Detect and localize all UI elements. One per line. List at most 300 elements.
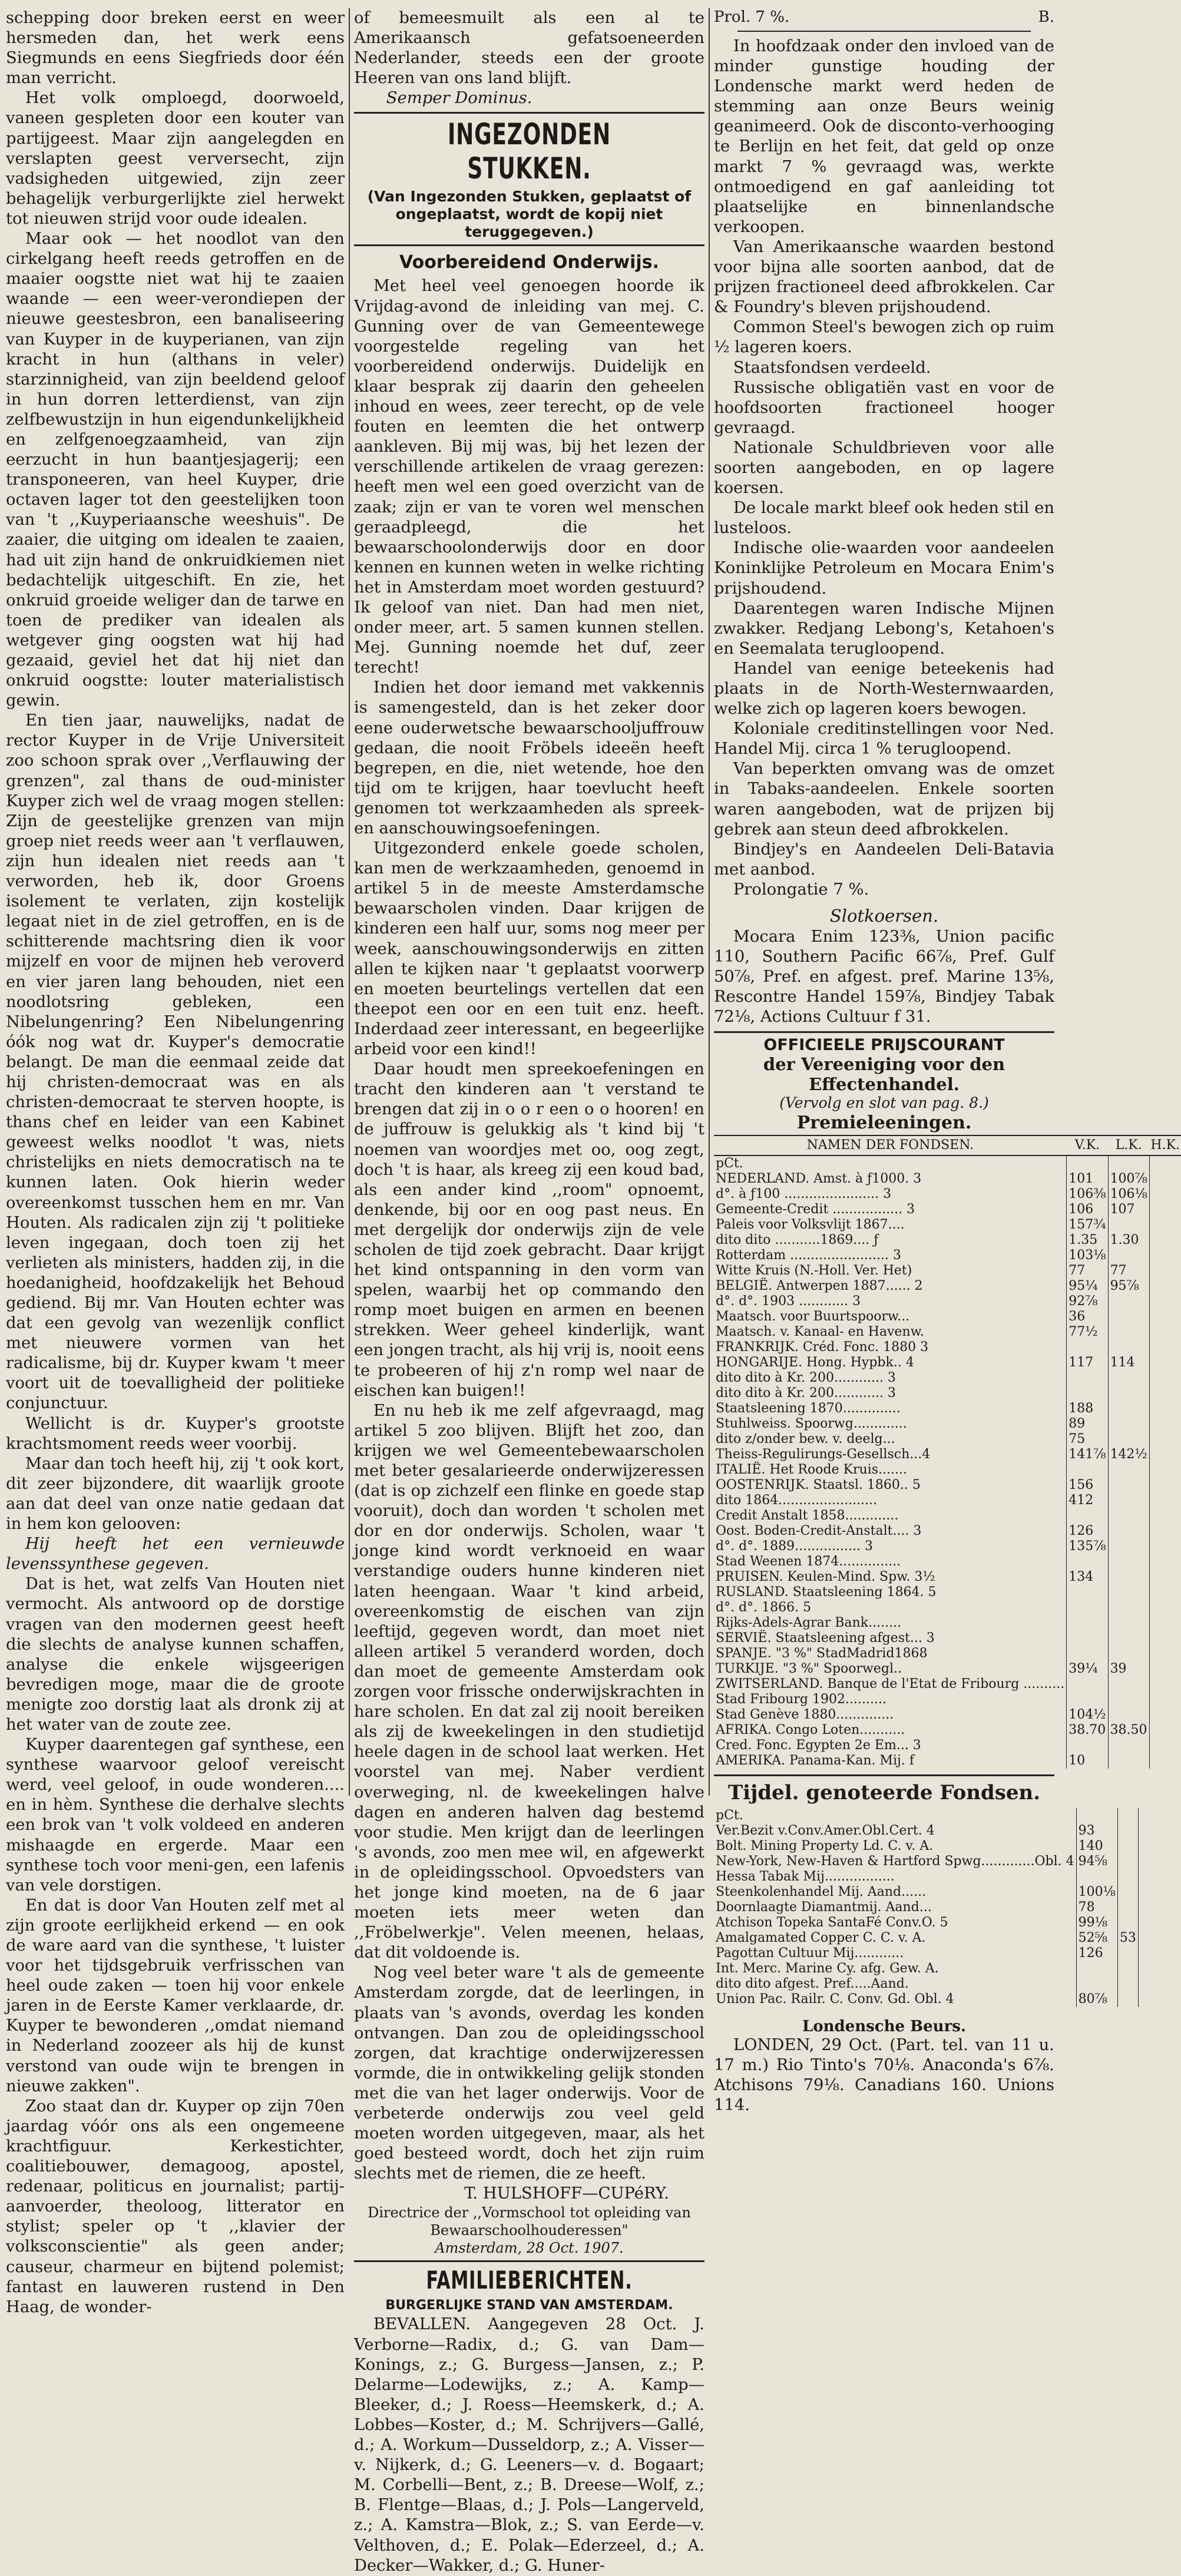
divider (354, 2260, 704, 2262)
table-row (714, 1600, 1181, 1615)
koers-cell (1149, 1370, 1181, 1386)
koers-cell (1149, 1416, 1181, 1432)
col1-paragraph: Het volk omploegd, doorwoeld, vaneen gespleten door een kouter van partijgeest. Maar zijn aangelegden en verslapten geest verversecht, zijn vadsigheden uitgewied, zijn zeer behagelijk verburgerlijkte ziel herwekt tot nieuwen strijd voor oude idealen. (6, 89, 345, 228)
koers-cell (1149, 1355, 1181, 1370)
table-row (714, 1839, 1142, 1854)
koers-cell (1108, 1370, 1149, 1386)
koers-cell (1149, 1692, 1181, 1707)
koers-cell (1117, 1992, 1138, 2007)
table-row (714, 1808, 1142, 1823)
col1-paragraph: Dat is het, wat zelfs Van Houten niet vermocht. Als antwoord op de dorstige vragen van den modernen geest heeft die slechts de analyse kunnen schaffen, analyse die enkele wijsgeerigen bevredigen moge, maar die de groote menigte zoo dorstig laat als dronk zij at het water van de zoute zee. (6, 1575, 345, 1734)
table-row (714, 1570, 1181, 1585)
col1-paragraph: Maar dan toch heeft hij, zij 't ook kort, dit zeer bijzondere, dit waarlijk groote aan dat deel van onze natie gedaan dat in hem kon gelooven: (6, 1454, 345, 1534)
tijdel-title: Tijdel. genoteerde Fondsen. (714, 1774, 1054, 1804)
koers-cell (1067, 1155, 1108, 1171)
koers-cell: 77 (1067, 1263, 1108, 1279)
koers-cell (1067, 1600, 1108, 1615)
koers-cell: 142½ (1108, 1447, 1149, 1462)
fonds-name-cell: Stad Weenen 1874............... (716, 1554, 901, 1569)
col3-paragraph: Staatsfondsen verdeeld. (733, 358, 931, 377)
koers-cell (1108, 1738, 1149, 1753)
table-row (714, 1631, 1181, 1646)
officiele-subtitle: der Vereeniging voor den Effectenhandel. (763, 1054, 1005, 1094)
signer: T. HULSHOFF—CUPéRY. (464, 2184, 669, 2203)
koers-cell (1108, 1386, 1149, 1401)
fonds-name-cell: Maatsch. voor Buurtspoorw... (716, 1309, 910, 1324)
koers-cell (1149, 1294, 1181, 1309)
col1-paragraph: En tien jaar, nauwelijks, nadat de rector Kuyper in de Vrije Universiteit zoo schoon sprak over ,,Verflauwing der grenzen", zal thans de oud-minister Kuyper zich wel de vraag mogen stellen: Zijn de geestelijke grenzen van mijn groep niet reeds weer aan 't verflauwen, zijn hun idealen niet reeds aan 't verworden, heb ik, door Groens isolement te verlaten, zijn kostelijk legaat niet in de ziel getroffen, en is de schitterende machtsring dien ik voor mijzelf en voor de mijnen heb veroverd en vier jaren lang behouden, niet een noodlotsring gebleken, een Nibelungenring? Een Nibelungenring óók nog wat dr. Kuyper's democratie belangt. De man die eenmaal zeide dat hij christen-democraat was en als christen-democraat te sterven hoopte, is thans chef en leider van een Kabinet geweest welks noodlot 't was, niets christelijks en niets democratisch na te kunnen laten. Ook hierin weder overeenkomst tusschen hem en mr. Van Houten. Als radicalen zijn zij 't politieke leven ingegaan, doch toen zij het verlieten als ministers, hadden zij, in die hoedanigheid, hoofdzakelijk het Behoud gediend. Bij mr. Van Houten echter was dat een gevolg van wezenlijk conflict met nieuwere vormen van het radicalisme, bij dr. Kuyper kwam 't meer voort uit de toevalligheid der politieke conjunctuur. (6, 711, 345, 1413)
signature-semper: Semper Dominus. (386, 89, 532, 108)
fonds-name-cell: HONGARIJE. Hong. Hypbk.. 4 (716, 1355, 914, 1370)
fondsen-table (714, 1135, 1181, 1769)
fonds-name-cell: Theiss-Regulirungs-Gesellsch...4 (716, 1446, 931, 1462)
col2-paragraph: Uitgezonderd enkele goede scholen, kan men de werkzaamheden, genoemd in artikel 5 in de meeste Amsterdamsche bewaarscholen vinden. Daar krijgen de kinderen een half uur, soms nog meer per week, aanschouwingsonderwijs en zitten allen te kijken naar 't geplaatst voorwerp en moeten beurtelings vertellen dat een theepot een oor en een tuit enz. heeft. Inderdaad zeer interessant, en begeerlijke arbeid voor een kind!! (354, 839, 704, 1059)
koers-cell (1108, 1416, 1149, 1432)
col3-paragraph: Indische olie-waarden voor aandeelen Koninklijke Petroleum en Mocara Enim's prijshoudend. (714, 539, 1054, 598)
koers-cell: 104½ (1067, 1707, 1108, 1723)
koers-cell (1149, 1462, 1181, 1478)
koers-cell: 135⅞ (1067, 1539, 1108, 1554)
koers-cell: 77½ (1067, 1325, 1108, 1340)
fonds-name-cell: PRUISEN. Keulen-Mind. Spw. 3½ (716, 1569, 935, 1584)
table-row (714, 1554, 1181, 1570)
fonds-name-cell: BELGIË. Antwerpen 1887...... 2 (716, 1278, 923, 1293)
koers-cell (1067, 1462, 1108, 1478)
koers-cell (1149, 1570, 1181, 1585)
fonds-name-cell: Stuhlweiss. Spoorwg............. (716, 1416, 907, 1431)
signer-place-date: Amsterdam, 28 Oct. 1907. (435, 2240, 624, 2257)
koers-cell: 75 (1067, 1432, 1108, 1447)
koers-cell (1076, 1961, 1117, 1976)
koers-cell: 141⅞ (1067, 1447, 1108, 1462)
koers-cell (1138, 1869, 1142, 1885)
koers-cell (1108, 1478, 1149, 1493)
section-title-familieberichten: FAMILIEBERICHTEN. (426, 2266, 633, 2295)
koers-cell: 100⅛ (1076, 1885, 1117, 1900)
col3-paragraph: Bindjey's en Aandeelen Deli-Batavia met aanbod. (714, 840, 1054, 879)
col3-top-letter: B. (1038, 8, 1054, 26)
table-row (714, 1585, 1181, 1600)
koers-cell (1149, 1263, 1181, 1279)
koers-cell (1149, 1447, 1181, 1462)
koers-cell: 38.50 (1108, 1723, 1149, 1738)
koers-cell (1149, 1386, 1181, 1401)
col2-paragraph: Met heel veel genoegen hoorde ik Vrijdag-avond de inleiding van mej. C. Gunning over de van Gemeentewege voorgestelde regeling van het voorbereidend onderwijs. Duidelijk en klaar besprak zij daarin den geheelen inhoud en wees, zeer terecht, op de vele fouten en leemten die het ontwerp aankleven. Bij mij was, bij het lezen der verschillende artikelen de vraag gerezen: heeft men wel een goed overzicht van de zaak; zijn er van te voren wel menschen geraadpleegd, die het bewaarschoolonderwijs door en door kennen en kunnen weten in welke richting het in Amsterdam moet worden gestuurd? Ik geloof van niet. Dan had men niet, onder meer, art. 5 samen kunnen stellen. Mej. Gunning noemde het duf, zeer terecht! (354, 277, 704, 677)
koers-cell (1108, 1217, 1149, 1233)
slotkoersen-text: Mocara Enim 123⅜, Union pacific 110, Southern Pacific 66⅞, Pref. Gulf 50⅞, Pref. en afgest. pref. Marine 13⅝, Rescontre Handel 159⅞, Bindjey Tabak 72⅛, Actions Cultuur f 31. (714, 928, 1054, 1027)
koers-cell: 157¾ (1067, 1217, 1108, 1233)
koers-cell: 114 (1108, 1355, 1149, 1370)
koers-cell (1108, 1401, 1149, 1416)
koers-cell (1108, 1294, 1149, 1309)
col1-italic-quote: Hij heeft het een vernieuwde levenssynthese gegeven. (6, 1535, 345, 1574)
koers-cell: 1.35 (1067, 1233, 1108, 1248)
table-header-row (714, 1135, 1181, 1155)
koers-cell (1117, 1976, 1138, 1992)
koers-cell: 52⅝ (1076, 1931, 1117, 1946)
table-row (714, 1263, 1181, 1279)
koers-cell (1117, 1854, 1138, 1869)
col1-paragraph: Wellicht is dr. Kuyper's grootste krachtsmoment reeds weer voorbij. (6, 1414, 345, 1453)
col3-paragraph: Common Steel's bewogen zich op ruim ½ lageren koers. (714, 318, 1054, 357)
koers-cell: 39¼ (1067, 1661, 1108, 1677)
koers-cell (1108, 1585, 1149, 1600)
fonds-name-cell: pCt. (716, 1155, 743, 1171)
koers-cell: 36 (1067, 1309, 1108, 1325)
koers-cell (1138, 1854, 1142, 1869)
fonds-name-cell: dito 1864........................ (716, 1492, 878, 1508)
koers-cell (1067, 1738, 1108, 1753)
koers-cell (1108, 1677, 1149, 1692)
koers-cell (1149, 1187, 1181, 1202)
fonds-name-cell: ITALIË. Het Roode Kruis....... (716, 1462, 907, 1477)
koers-cell (1117, 1915, 1138, 1931)
table-row (714, 1961, 1142, 1976)
table-row (714, 1854, 1142, 1869)
familieberichten-subtitle: BURGERLIJKE STAND VAN AMSTERDAM. (385, 2298, 673, 2313)
koers-cell (1067, 1677, 1108, 1692)
koers-cell: 117 (1067, 1355, 1108, 1370)
col3-paragraph: Handel van eenige beteekenis had plaats in de North-Westernwaarden, welke zich op lageren koers bewogen. (714, 659, 1054, 719)
fonds-name-cell: dito dito à Kr. 200............ 3 (716, 1385, 896, 1400)
koers-cell (1149, 1554, 1181, 1570)
koers-cell (1076, 1976, 1117, 1992)
table-row (714, 1900, 1142, 1915)
koers-cell (1067, 1386, 1108, 1401)
table-row (714, 1447, 1181, 1462)
divider (714, 1031, 1054, 1033)
col3-header (714, 8, 1054, 26)
koers-cell: 94⅝ (1076, 1854, 1117, 1869)
koers-cell (1149, 1279, 1181, 1294)
koers-cell (1138, 1915, 1142, 1931)
koers-cell (1149, 1707, 1181, 1723)
fonds-name-cell: Ver.Bezit v.Conv.Amer.Obl.Cert. 4 (716, 1823, 935, 1838)
table-row (714, 1539, 1181, 1554)
col1-paragraph: Zoo staat dan dr. Kuyper op zijn 70en jaardag vóór ons als een ongemeene krachtfiguur. Kerkestichter, coalitiebouwer, demagoog, apostel, redenaar, politicus en journalist; partij-aanvoerder, theoloog, litterator en stylist; speler op 't ,,klavier der volksconscientie" als geen ander; causeur, charmeur en bijtend polemist; fantast en lauweren rustend in Den Haag, de wonder- (6, 2097, 345, 2316)
table-row (714, 1401, 1181, 1416)
fonds-name-cell: dito dito afgest. Pref.....Aand. (716, 1976, 909, 1991)
table-row (714, 1646, 1181, 1661)
col1-paragraph: En dat is door Van Houten zelf met al zijn groote eerlijkheid erkend — en ook de ware aard van die synthese, 't luister voor het tijdsgebruik verfrisschen van heel oude zaken — toen hij voor enkele jaren in de Eerste Kamer verklaarde, dr. Kuyper te bewonderen ,,omdat niemand in Nederland zoozeer als hij de kunst verstond van oude wijn te brengen in nieuwe zakken". (6, 1896, 345, 2095)
koers-cell (1149, 1217, 1181, 1233)
fondsen-table-body (714, 1155, 1181, 1769)
fonds-name-cell: Int. Merc. Marine Cy. afg. Gew. A. (716, 1961, 939, 1976)
premieleeningen-title: Premieleeningen. (796, 1112, 972, 1133)
fonds-name-cell: Hessa Tabak Mij................. (716, 1869, 895, 1884)
table-row (714, 1233, 1181, 1248)
fonds-name-cell: dito dito ...........1869.... ƒ (716, 1232, 879, 1247)
fonds-name-cell: Atchison Topeka SantaFé Conv.O. 5 (716, 1915, 948, 1930)
fonds-name-cell: AMERIKA. Panama-Kan. Mij. f (716, 1753, 914, 1768)
koers-cell (1149, 1585, 1181, 1600)
divider (737, 31, 1031, 32)
koers-cell (1108, 1539, 1149, 1554)
fonds-name-cell: Cred. Fonc. Egypten 2e Em... 3 (716, 1737, 921, 1753)
londen-text: LONDEN, 29 Oct. (Part. tel. van 11 u. 17 m.) Rio Tinto's 70⅛. Anaconda's 6⅞. Atchisons 79⅛. Canadians 160. Unions 114. (714, 2035, 1054, 2114)
koers-cell (1149, 1661, 1181, 1677)
koers-cell (1067, 1646, 1108, 1661)
col2-paragraph: En nu heb ik me zelf afgevraagd, mag artikel 5 zoo blijven. Blijft het zoo, dan krijgen we wel Gemeentebewaarscholen met beter gesalarieerde onderwijzeressen (dat is op zichzelf een flinke en goede stap vooruit), doch dan worden 't scholen met dor en dor onderwijs. Scholen, waar 't jonge kind wordt verknoeid en waar verstandige ouders hunne kinderen niet laten heengaan. Waar 't kind arbeid, overeenkomstig de eischen van zijn leeftijd, gegeven wordt, dan moet niet alleen artikel 5 veranderd worden, doch dan moet de gemeente Amsterdam ook zorgen voor frissche onderwijskrachten in hare scholen. En dat zal zij nooit bereiken als zij de kweekelingen in den studietijd heele dagen in de school laat werken. Het voorstel van mej. Naber verdient overweging, nl. de kweekelingen halve dagen en anderen halven dag bestemd voor studie. Men krijgt dan de leerlingen 's avonds, zoo men mee wil, en afgewerkt in de opleidingsschool. Opvoedsters van het jonge kind moeten, na de 6 jaar moeten iets meer weten dan ,,Fröbelwerkje". Velen meenen, helaas, dat dit voldoende is. (354, 1401, 704, 1962)
table-row (714, 1992, 1142, 2007)
koers-cell (1108, 1432, 1149, 1447)
fonds-name-cell: d°. d°. 1866. 5 (716, 1600, 812, 1615)
table-row (714, 1931, 1142, 1946)
col3-paragraph: De locale markt bleef ook heden stil en lusteloos. (714, 499, 1054, 538)
table-row (714, 1915, 1142, 1931)
koers-cell (1067, 1692, 1108, 1707)
col3-paragraph: Daarentegen waren Indische Mijnen zwakker. Redjang Lebong's, Ketahoen's en Seemalata terugloopend. (714, 599, 1054, 658)
familieberichten-text: BEVALLEN. Aangegeven 28 Oct. J. Verborne—Radix, d.; G. van Dam—Konings, z.; G. Burgess—Jansen, z.; P. Delarme—Lodewijks, z.; A. Kamp—Bleeker, d.; J. Roess—Heemskerk, d.; A. Lobbes—Koster, d.; M. Schrijvers—Gallé, d.; A. Workum—Dusseldorp, z.; A. Visser—v. Nijkerk, d.; G. Leeners—v. d. Bogaart; M. Corbelli—Bent, z.; B. Dreese—Wolf, z.; B. Flentge—Blaas, d.; J. Pols—Langerveld, z.; A. Kamstra—Blok, z.; S. van Eerde—v. Velthoven, d.; E. Polak—Ederzeel, d.; A. Decker—Wakker, d.; G. Huner- (354, 2315, 704, 2575)
koers-cell (1149, 1508, 1181, 1524)
koers-cell (1108, 1707, 1149, 1723)
koers-cell: 106⅛ (1108, 1187, 1149, 1202)
koers-cell: 95¼ (1067, 1279, 1108, 1294)
koers-cell: 95⅞ (1108, 1279, 1149, 1294)
koers-cell (1108, 1248, 1149, 1263)
koers-cell (1138, 1808, 1142, 1823)
koers-cell (1108, 1325, 1149, 1340)
fonds-name-cell: FRANKRIJK. Créd. Fonc. 1880 3 (716, 1339, 929, 1355)
table-row (714, 1493, 1181, 1508)
koers-cell (1108, 1600, 1149, 1615)
section-subtitle: (Van Ingezonden Stukken, geplaatst of ongeplaatst, wordt de kopij niet teruggegeven.) (367, 188, 692, 241)
koers-cell (1117, 1869, 1138, 1885)
col-header-hk: H.K. (1149, 1135, 1181, 1155)
koers-cell: 78 (1076, 1900, 1117, 1915)
col2-paragraph: Nog veel beter ware 't als de gemeente Amsterdam zorgde, dat de leerlingen, in plaats van 's avonds, overdag les konden ontvangen. Dan zou de opleidingsschool zorgen, dat krachtige onderwijzeressen vormde, die in ontwikkeling gelijk stonden met die van het lager onderwijs. Voor de verbeterde onderwijs zou veel geld moeten worden uitgegeven, maar, als het goed besteed wordt, doch het zijn ruim slechts met de riemen, die ze heeft. (354, 1964, 704, 2183)
koers-cell (1067, 1631, 1108, 1646)
fonds-name-cell: Bolt. Mining Property Ld. C. v. A. (716, 1838, 934, 1853)
col-header-lk: L.K. (1108, 1135, 1149, 1155)
table-row (714, 1738, 1181, 1753)
fonds-name-cell: Oost. Boden-Credit-Anstalt.... 3 (716, 1523, 922, 1538)
fonds-name-cell: Credit Anstalt 1858............. (716, 1508, 899, 1523)
koers-cell (1108, 1462, 1149, 1478)
column-middle (354, 8, 704, 2575)
col-header-name: NAMEN DER FONDSEN. (714, 1135, 1067, 1155)
table-row (714, 1294, 1181, 1309)
koers-cell: 103⅛ (1067, 1248, 1108, 1263)
koers-cell: 134 (1067, 1570, 1108, 1585)
table-row (714, 1869, 1142, 1885)
fonds-name-cell: AFRIKA. Congo Loten........... (716, 1722, 905, 1737)
fonds-name-cell: ZWITSERLAND. Banque de l'Etat de Fribourg .......... (716, 1676, 1065, 1691)
fonds-name-cell: Rijks-Adels-Agrar Bank........ (716, 1615, 902, 1630)
koers-cell: 106 (1067, 1202, 1108, 1217)
table-row (714, 1462, 1181, 1478)
table-row (714, 1217, 1181, 1233)
koers-cell: 93 (1076, 1823, 1117, 1839)
table-row (714, 1309, 1181, 1325)
col3-paragraph: Prolongatie 7 %. (733, 880, 869, 899)
koers-cell (1149, 1677, 1181, 1692)
koers-cell (1149, 1631, 1181, 1646)
fonds-name-cell: Steenkolenhandel Mij. Aand...... (716, 1884, 927, 1899)
koers-cell: 100⅞ (1108, 1171, 1149, 1187)
koers-cell (1138, 1900, 1142, 1915)
prolongatie-top: Prol. 7 %. (714, 8, 790, 26)
fonds-name-cell: dito dito à Kr. 200............ 3 (716, 1370, 896, 1385)
fonds-name-cell: SPANJE. "3 %" StadMadrid1868 (716, 1645, 928, 1661)
section-title-ingezonden: INGEZONDEN STUKKEN. (447, 117, 611, 186)
table-row (714, 1187, 1181, 1202)
koers-cell (1149, 1539, 1181, 1554)
koers-cell (1108, 1155, 1149, 1171)
koers-cell: 10 (1067, 1753, 1108, 1769)
table-row (714, 1416, 1181, 1432)
fonds-name-cell: Witte Kruis (N.-Holl. Ver. Het) (716, 1263, 912, 1278)
koers-cell (1149, 1723, 1181, 1738)
koers-cell: 53 (1117, 1931, 1138, 1946)
koers-cell (1067, 1508, 1108, 1524)
koers-cell (1149, 1432, 1181, 1447)
col3-paragraph: Koloniale creditinstellingen voor Ned. Handel Mij. circa 1 % terugloopend. (714, 720, 1054, 759)
tijdel-table-body (714, 1808, 1142, 2007)
koers-cell (1067, 1340, 1108, 1355)
koers-cell (1149, 1309, 1181, 1325)
koers-cell (1108, 1340, 1149, 1355)
koers-cell (1108, 1524, 1149, 1539)
koers-cell (1149, 1202, 1181, 1217)
table-row (714, 1202, 1181, 1217)
koers-cell: 77 (1108, 1263, 1149, 1279)
koers-cell: 1.30 (1108, 1233, 1149, 1248)
col3-paragraph: Russische obligatiën vast en voor de hoofdsoorten fractioneel hooger gevraagd. (714, 378, 1054, 437)
fonds-name-cell: d°. d°. 1889................ 3 (716, 1538, 874, 1554)
koers-cell (1108, 1309, 1149, 1325)
table-row (714, 1707, 1181, 1723)
koers-cell: 140 (1076, 1839, 1117, 1854)
koers-cell (1149, 1340, 1181, 1355)
col2-paragraph: Daar houdt men spreekoefeningen en tracht den kinderen aan 't verstand te brengen dat zij in o o r een o o hooren! en de juffrouw is gelukkig als 't kind bij 't noemen van woordjes met oo, oog zegt, doch 't is haar, als kreeg zij een koud bad, als een ander kind ,,room" opnoemt, denkende, bij oor en oog past neus. En met dergelijk dor onderwijs zijn de vele scholen de tijd zoek gebracht. Daar krijgt het kind ontspanning in den vorm van spelen, waarbij het op commando den romp moet buigen en armen en beenen strekken. Weer geheel kinderlijk, want een jongen tracht, als hij vrij is, nooit eens te probeeren of hij z'n romp wel naar de eischen kan buigen!! (354, 1060, 704, 1400)
koers-cell: 156 (1067, 1478, 1108, 1493)
col2-top-text: of bemeesmuilt als een al te Amerikaansch gefatsoeneerden Nederlander, steeds een der groote Heeren van ons land blijft. (354, 9, 704, 88)
fonds-name-cell: NEDERLAND. Amst. à ƒ1000. 3 (716, 1171, 922, 1186)
koers-cell (1117, 1823, 1138, 1839)
koers-cell (1108, 1631, 1149, 1646)
koers-cell (1067, 1554, 1108, 1570)
fonds-name-cell: Staatsleening 1870.............. (716, 1400, 901, 1416)
koers-cell (1149, 1233, 1181, 1248)
table-row (714, 1615, 1181, 1631)
koers-cell (1149, 1493, 1181, 1508)
table-row (714, 1325, 1181, 1340)
col1-paragraph: Maar ook — het noodlot van den cirkelgang heeft reeds getroffen en de maaier oogstte niet wat hij te zaaien waande — een weer-verondiepen der nieuwe geestesbron, een banaliseering van Kuyper in de kuyperianen, van zijn kracht in hun (althans in veler) starzinnigheid, van zijn beeldend geloof in hun dorren letterdienst, van zijn zelfbewustzijn in hun eigendunkelijkheid en zelfgenoegzaamheid, van zijn eerzucht in hun baantjesjagerij; een transponeeren, van heel Kuyper, drie octaven lager tot den geestelijken toon van 't ,,Kuyperiaansche weeshuis". De zaaier, die uitging om idealen te zaaien, had uit zijn hand de onkruidkiemen niet bedachtelijk uitgeschift. En zie, het onkruid groeide weliger dan de tarwe en toen de prediker van idealen als wetgever ging oogsten wat hij had gezaaid, geviel het dat hij niet dan onkruid oogstte: louter materialistisch gewin. (6, 230, 345, 710)
fonds-name-cell: TURKIJE. "3 %" Spoorwegl.. (716, 1661, 902, 1676)
koers-cell (1149, 1600, 1181, 1615)
koers-cell (1138, 1885, 1142, 1900)
koers-cell (1108, 1508, 1149, 1524)
koers-cell: 39 (1108, 1661, 1149, 1677)
col3-paragraph: Nationale Schuldbrieven voor alle soorten aangeboden, en op lagere koersen. (714, 438, 1054, 498)
col1-paragraph: schepping door breken eerst en weer hersmeden dan, het werk eens Siegmunds en eens Siegfrieds door één man verricht. (6, 9, 345, 88)
koers-cell (1149, 1738, 1181, 1753)
koers-cell: 101 (1067, 1171, 1108, 1187)
fonds-name-cell: New-York, New-Haven & Hartford Spwg.............Obl. 4 (716, 1853, 1074, 1869)
column-right (714, 8, 1180, 2114)
koers-cell (1117, 1808, 1138, 1823)
koers-cell (1138, 1976, 1142, 1992)
table-row (714, 1976, 1142, 1992)
koers-cell (1117, 1900, 1138, 1915)
koers-cell (1117, 1946, 1138, 1961)
table-row (714, 1753, 1181, 1769)
table-row (714, 1478, 1181, 1493)
table-row (714, 1524, 1181, 1539)
fonds-name-cell: Rotterdam ........................ 3 (716, 1247, 901, 1263)
koers-cell (1108, 1692, 1149, 1707)
table-row (714, 1692, 1181, 1707)
table-row (714, 1155, 1181, 1171)
koers-cell: 38.70 (1067, 1723, 1108, 1738)
koers-cell (1117, 1839, 1138, 1854)
slotkoersen-title: Slotkoersen. (829, 906, 939, 926)
koers-cell (1067, 1615, 1108, 1631)
koers-cell: 107 (1108, 1202, 1149, 1217)
koers-cell (1149, 1248, 1181, 1263)
divider (354, 112, 704, 114)
koers-cell (1108, 1646, 1149, 1661)
table-row (714, 1723, 1181, 1738)
koers-cell (1149, 1401, 1181, 1416)
officiele-title: OFFICIEELE PRIJSCOURANT (763, 1035, 1005, 1054)
koers-cell (1117, 1961, 1138, 1976)
table-row (714, 1432, 1181, 1447)
koers-cell (1117, 1885, 1138, 1900)
fonds-name-cell: dito z/onder bew. v. deelg... (716, 1431, 895, 1446)
fonds-name-cell: Maatsch. v. Kanaal- en Havenw. (716, 1324, 924, 1339)
koers-cell: 106⅜ (1067, 1187, 1108, 1202)
koers-cell: 126 (1076, 1946, 1117, 1961)
divider (354, 244, 704, 246)
koers-cell (1149, 1171, 1181, 1187)
table-row (714, 1885, 1142, 1900)
fonds-name-cell: pCt. (716, 1807, 743, 1823)
koers-cell (1067, 1585, 1108, 1600)
fonds-name-cell: RUSLAND. Staatsleening 1864. 5 (716, 1584, 937, 1600)
table-row (714, 1370, 1181, 1386)
column-left (6, 8, 345, 2316)
col3-paragraph: Van Amerikaansche waarden bestond voor bijna alle soorten aanbod, dat de prijzen fractioneel deed afbrokkelen. Car & Foundry's bleven prijshoudend. (714, 237, 1054, 317)
table-row (714, 1386, 1181, 1401)
fonds-name-cell: Doornlaagte Diamantmij. Aand... (716, 1899, 932, 1915)
fonds-name-cell: SERVIË. Staatsleening afgest... 3 (716, 1630, 935, 1645)
fonds-name-cell: Stad Genève 1880.............. (716, 1707, 894, 1722)
koers-cell: 99⅛ (1076, 1915, 1117, 1931)
koers-cell: 412 (1067, 1493, 1108, 1508)
koers-cell: 89 (1067, 1416, 1108, 1432)
koers-cell (1138, 1961, 1142, 1976)
fonds-name-cell: Pagottan Cultuur Mij............ (716, 1945, 904, 1961)
koers-cell (1108, 1493, 1149, 1508)
fonds-name-cell: Amalgamated Copper C. C. v. A. (716, 1930, 926, 1945)
table-row (714, 1248, 1181, 1263)
col2-paragraph: Indien het door iemand met vakkennis is samengesteld, dan is het zeker door eene ouderwetsche bewaarschooljuffrouw gedaan, die nooit Fröbels ideeën heeft begrepen, en die, niet wetende, hoe den tijd om te krijgen, haar toevlucht heeft genomen tot werkzaamheden als spreek- en aanschouwingsoefeningen. (354, 678, 704, 837)
table-row (714, 1946, 1142, 1961)
table-row (714, 1823, 1142, 1839)
koers-cell (1149, 1615, 1181, 1631)
koers-cell (1108, 1570, 1149, 1585)
koers-cell (1138, 1946, 1142, 1961)
londen-title: Londensche Beurs. (802, 2017, 966, 2035)
tijdel-table (714, 1808, 1142, 2007)
col1-paragraph: Kuyper daarentegen gaf synthese, een synthese waarvoor geloof vereischt werd, veel geloof, in oude wonderen.... en in hèm. Synthese die derhalve slechts een brok van 't volk voldeed en anderen mishaagde en ergerde. Maar een synthese toch voor meni-gen, een lafenis van vele dorstigen. (6, 1736, 345, 1895)
koers-cell: 80⅞ (1076, 1992, 1117, 2007)
col3-paragraph: Van beperkten omvang was de omzet in Tabaks-aandeelen. Enkele soorten waren aangeboden, wat de prijzen bij gebrek aan steun deed afbrokkelen. (714, 760, 1054, 839)
koers-cell (1149, 1478, 1181, 1493)
koers-cell (1076, 1808, 1117, 1823)
